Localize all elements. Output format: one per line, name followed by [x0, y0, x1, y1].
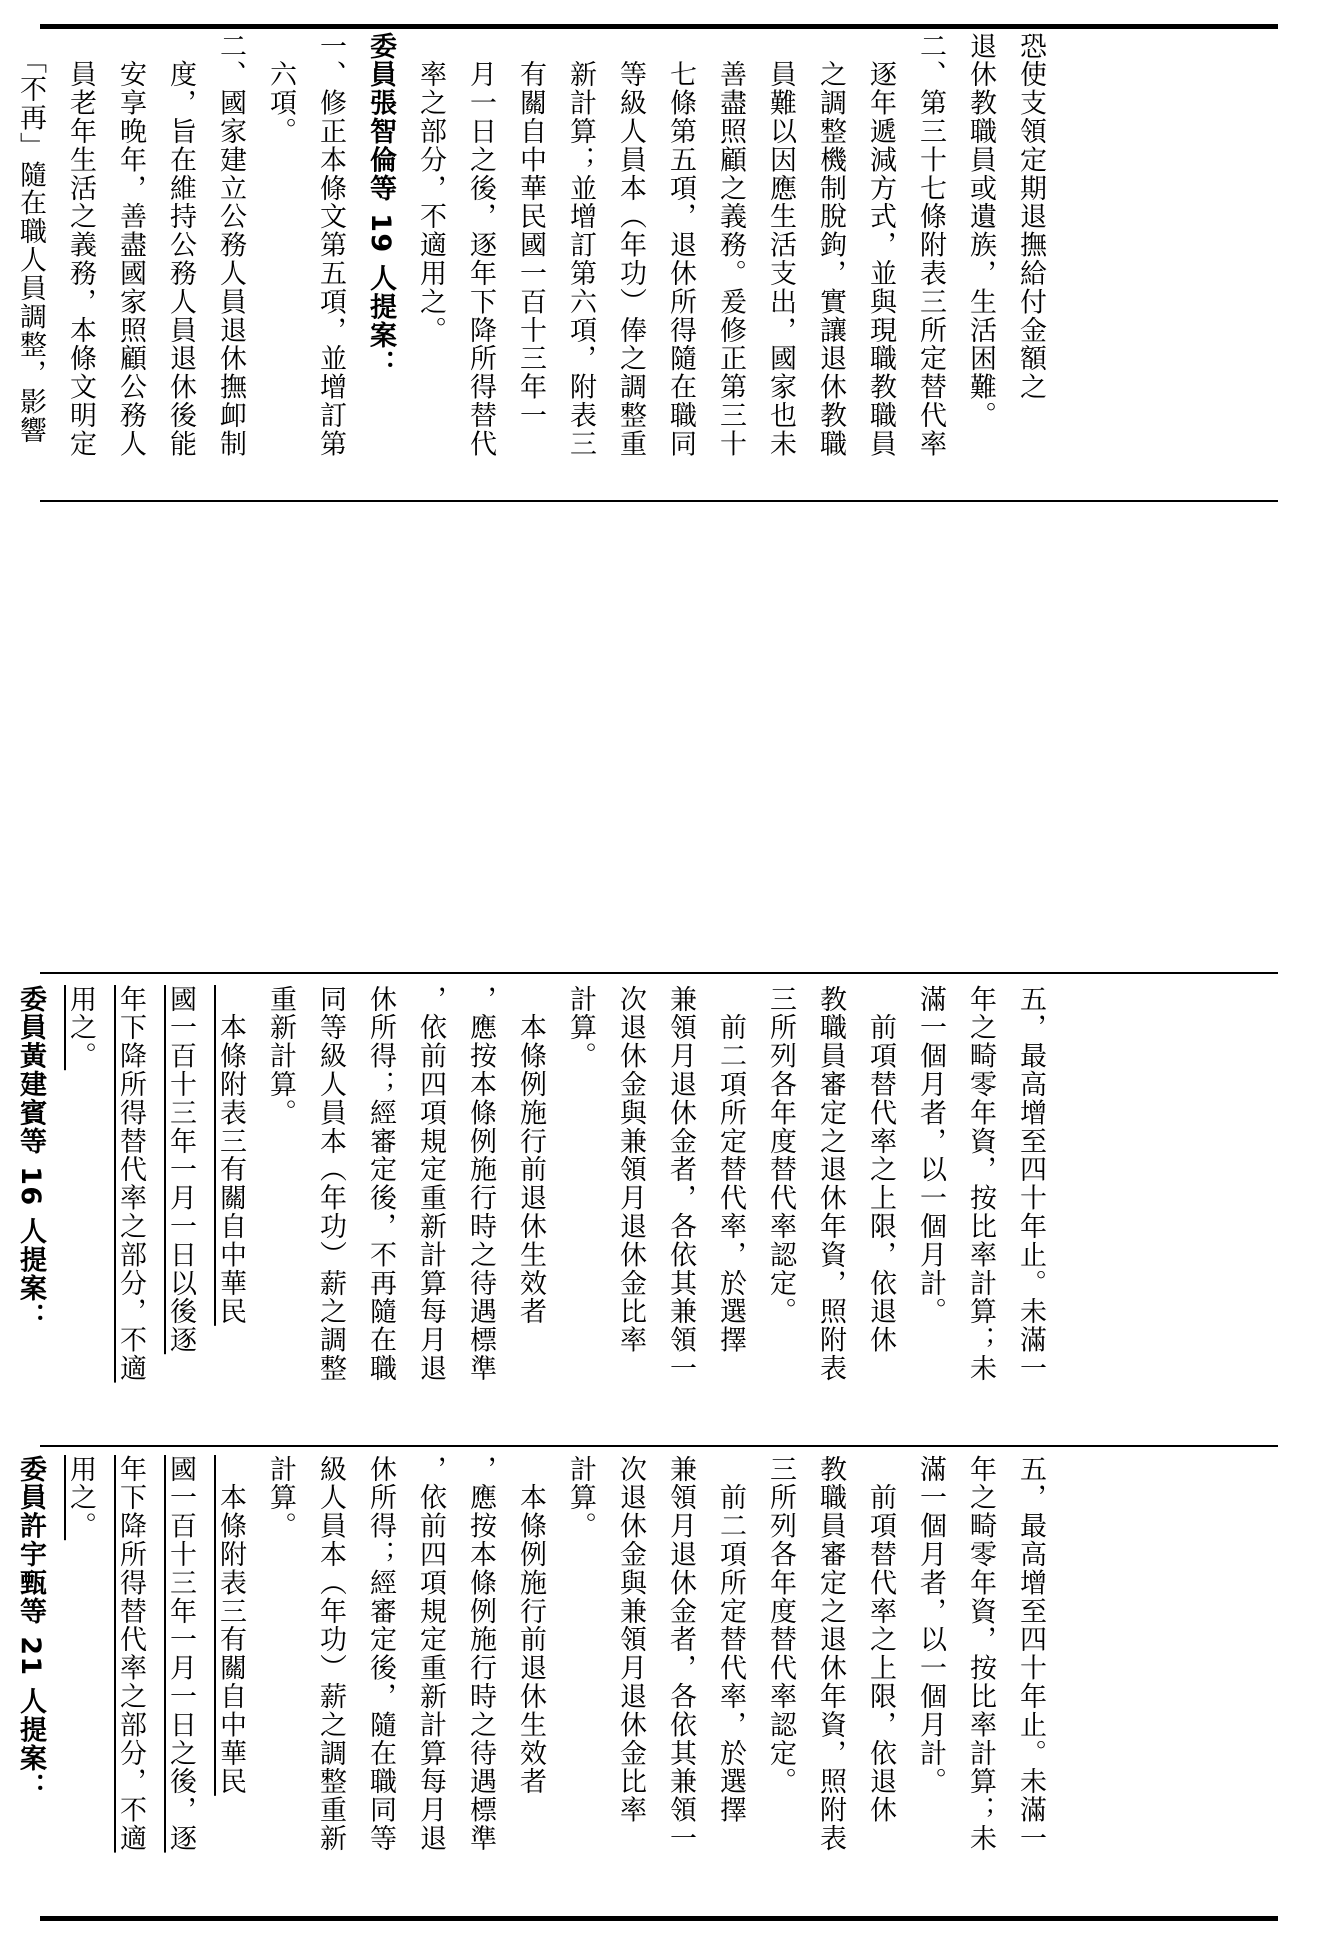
text-line: 教職員審定之退休年資，照附表: [815, 1455, 846, 1853]
text-line: ，應按本條例施行時之待遇標準: [465, 1455, 496, 1853]
text-line: 年之畸零年資，按比率計算；未: [965, 1455, 996, 1853]
text-line: 前二項所定替代率，於選擇: [715, 985, 746, 1355]
text-line: 滿一個月者，以一個月計。: [915, 985, 946, 1326]
text-line: 次退休金與兼領月退休金比率: [615, 985, 646, 1355]
text-line: 兼領月退休金者，各依其兼領一: [665, 985, 696, 1383]
text-line: 年下降所得替代率之部分，不適: [115, 985, 146, 1383]
text-line: 月一日之後，逐年下降所得替代: [465, 32, 496, 458]
text-line: 前項替代率之上限，依退休: [865, 1455, 896, 1825]
text-line: 「不再」隨在職人員調整，影響: [15, 32, 46, 445]
text-line: 用之。: [65, 1455, 96, 1541]
text-line: 等級人員本（年功）俸之調整重: [615, 32, 646, 458]
text-line: [0, 985, 5, 1425]
text-line: 五，最高增至四十年止。未滿一: [1015, 985, 1046, 1383]
text-line: 二、國家建立公務人員退休撫卹制: [215, 32, 246, 458]
text-line: 有關自中華民國一百十三年一: [515, 32, 546, 430]
text-line: 之調整機制脫鉤，實讓退休教職: [815, 32, 846, 458]
text-line: 退休教職員或遺族，生活困難。: [965, 32, 996, 430]
text-line: 本條附表三有關自中華民: [215, 1455, 246, 1796]
top-rule: [40, 24, 1278, 29]
proposal-heading: 委員黃建賓等 16 人提案：: [15, 985, 46, 1331]
text-line: 重新計算。: [265, 985, 296, 1127]
text-line: 員老年生活之義務，本條文明定: [65, 32, 96, 458]
text-line: 七條第五項，退休所得隨在職同: [665, 32, 696, 458]
text-line: 二、第三十七條附表三所定替代率: [915, 32, 946, 458]
text-line: 三所列各年度替代率認定。: [765, 985, 796, 1326]
text-column-top: [15, 32, 1055, 472]
text-line: 次退休金與兼領月退休金比率: [615, 1455, 646, 1825]
text-line: 新計算；並增訂第六項，附表三: [565, 32, 596, 458]
text-line: ，依前四項規定重新計算每月退: [415, 985, 446, 1383]
text-line: [0, 1455, 5, 1895]
text-line: 一、修正本條文第五項，並增訂第: [315, 32, 346, 458]
text-line: 年之畸零年資，按比率計算；未: [965, 985, 996, 1383]
text-line: 年下降所得替代率之部分，不適: [115, 1455, 146, 1853]
text-line: 教職員審定之退休年資，照附表: [815, 985, 846, 1383]
lower-section-rule: [40, 1445, 1278, 1447]
bottom-rule: [40, 1916, 1278, 1921]
text-line: 逐年遞減方式，並與現職教職員: [865, 32, 896, 458]
text-line: ，依前四項規定重新計算每月退: [415, 1455, 446, 1853]
text-line: 計算。: [265, 1455, 296, 1541]
text-line: 恐使支領定期退撫給付金額之: [1015, 32, 1046, 402]
text-line: 用之。: [65, 985, 96, 1071]
text-line: 國一百十三年一月一日以後逐: [165, 985, 196, 1355]
text-line: 國一百十三年一月一日之後，逐: [165, 1455, 196, 1853]
text-column-middle: [15, 985, 1055, 1425]
middle-section-rule: [40, 972, 1278, 974]
text-line: 計算。: [565, 1455, 596, 1541]
text-line: 同等級人員本（年功）薪之調整: [315, 985, 346, 1383]
text-line: 度，旨在維持公務人員退休後能: [165, 32, 196, 458]
text-line: 五，最高增至四十年止。未滿一: [1015, 1455, 1046, 1853]
text-line: 本條例施行前退休生效者: [515, 1455, 546, 1796]
text-line: 三所列各年度替代率認定。: [765, 1455, 796, 1796]
text-line: 滿一個月者，以一個月計。: [915, 1455, 946, 1796]
text-line: 六項。: [265, 32, 296, 146]
text-line: 安享晚年，善盡國家照顧公務人: [115, 32, 146, 458]
upper-section-rule: [40, 500, 1278, 502]
text-line: 休所得；經審定後，隨在職同等: [365, 1455, 396, 1853]
text-line: 休所得；經審定後，不再隨在職: [365, 985, 396, 1383]
text-line: [0, 32, 5, 472]
text-line: 計算。: [565, 985, 596, 1071]
text-line: 善盡照顧之義務。爰修正第三十: [715, 32, 746, 458]
text-line: 前項替代率之上限，依退休: [865, 985, 896, 1355]
text-line: ，應按本條例施行時之待遇標準: [465, 985, 496, 1383]
text-line: 本條例施行前退休生效者: [515, 985, 546, 1326]
text-line: 級人員本（年功）薪之調整重新: [315, 1455, 346, 1853]
text-line: 員難以因應生活支出，國家也未: [765, 32, 796, 458]
text-column-left: [15, 1455, 1055, 1895]
proposal-heading: 委員許宇甄等 21 人提案：: [15, 1455, 46, 1801]
text-line: 前二項所定替代率，於選擇: [715, 1455, 746, 1825]
proposal-heading: 委員張智倫等 19 人提案：: [365, 32, 396, 378]
text-line: 兼領月退休金者，各依其兼領一: [665, 1455, 696, 1853]
text-line: 本條附表三有關自中華民: [215, 985, 246, 1326]
text-line: 率之部分，不適用之。: [415, 32, 446, 345]
